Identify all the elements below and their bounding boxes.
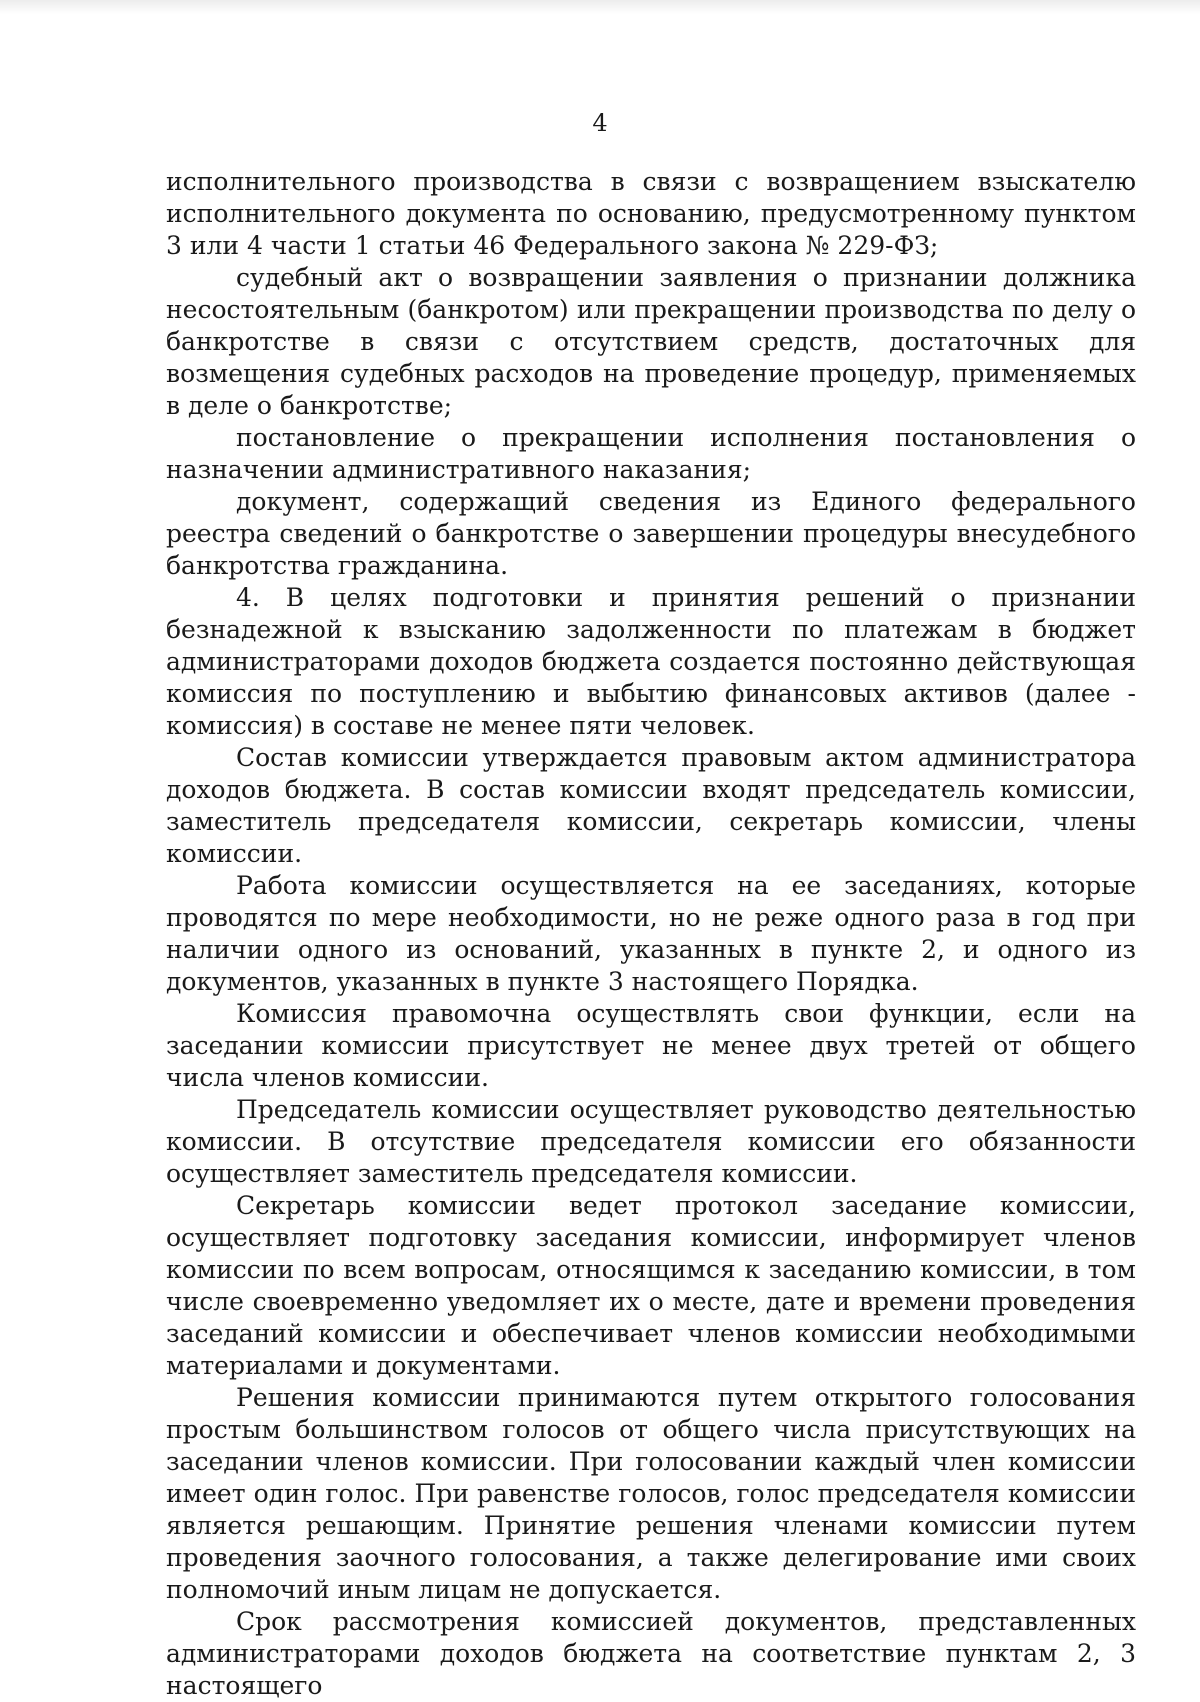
paragraph-registry-document: документ, содержащий сведения из Единого федерального реестра сведений о банкротстве о завершении процедуры внесудебного банкротства гражданина. [166, 487, 1136, 580]
page-number: 4 [592, 109, 608, 137]
paragraph-item-4: 4. В целях подготовки и принятия решений о признании безнадежной к взысканию задолженности по платежам в бюджет администраторами доходов бюджета создается постоянно действующая комиссия по поступлению и выбытию финансовых активов (далее - комиссия) в составе не менее пяти человек. [166, 583, 1136, 740]
paragraph-continuation: исполнительного производства в связи с возвращением взыскателю исполнительного документа по основанию, предусмотренному пунктом 3 или 4 части 1 статьи 46 Федерального закона № 229-ФЗ; [166, 167, 1136, 260]
paragraph-resolution: постановление о прекращении исполнения постановления о назначении административного наказания; [166, 423, 1136, 484]
paragraph-secretary: Секретарь комиссии ведет протокол заседание комиссии, осуществляет подготовку заседания комиссии, информирует членов комиссии по всем вопросам, относящимся к заседанию комиссии, в том числе своевременно уведомляет их о месте, дате и времени проведения заседаний комиссии и обеспечивает членов комиссии необходимыми материалами и документами. [166, 1191, 1136, 1380]
paragraph-decisions: Решения комиссии принимаются путем открытого голосования простым большинством голосов от общего числа присутствующих на заседании членов комиссии. При голосовании каждый член комиссии имеет один голос. При равенстве голосов, голос председателя комиссии является решающим. Принятие решения членами комиссии путем проведения заочного голосования, а также делегирование ими своих полномочий иным лицам не допускается. [166, 1383, 1136, 1604]
paragraph-quorum: Комиссия правомочна осуществлять свои функции, если на заседании комиссии присутствует не менее двух третей от общего числа членов комиссии. [166, 999, 1136, 1092]
paragraph-court-act: судебный акт о возвращении заявления о признании должника несостоятельным (банкротом) или прекращении производства по делу о банкротстве в связи с отсутствием средств, достаточных для возмещения судебных расходов на проведение процедур, применяемых в деле о банкротстве; [166, 263, 1136, 420]
document-body [166, 166, 1136, 1702]
paragraph-commission-composition: Состав комиссии утверждается правовым актом администратора доходов бюджета. В состав комиссии входят председатель комиссии, заместитель председателя комиссии, секретарь комиссии, члены комиссии. [166, 743, 1136, 868]
paragraph-commission-meetings: Работа комиссии осуществляется на ее заседаниях, которые проводятся по мере необходимости, но не реже одного раза в год при наличии одного из оснований, указанных в пункте 2, и одного из документов, указанных в пункте 3 настоящего Порядка. [166, 871, 1136, 996]
paragraph-chairman: Председатель комиссии осуществляет руководство деятельностью комиссии. В отсутствие председателя комиссии его обязанности осуществляет заместитель председателя комиссии. [166, 1095, 1136, 1188]
paragraph-review-period: Срок рассмотрения комиссией документов, представленных администраторами доходов бюджета на соответствие пунктам 2, 3 настоящего [166, 1607, 1136, 1700]
scan-edge-shadow [0, 0, 1200, 14]
